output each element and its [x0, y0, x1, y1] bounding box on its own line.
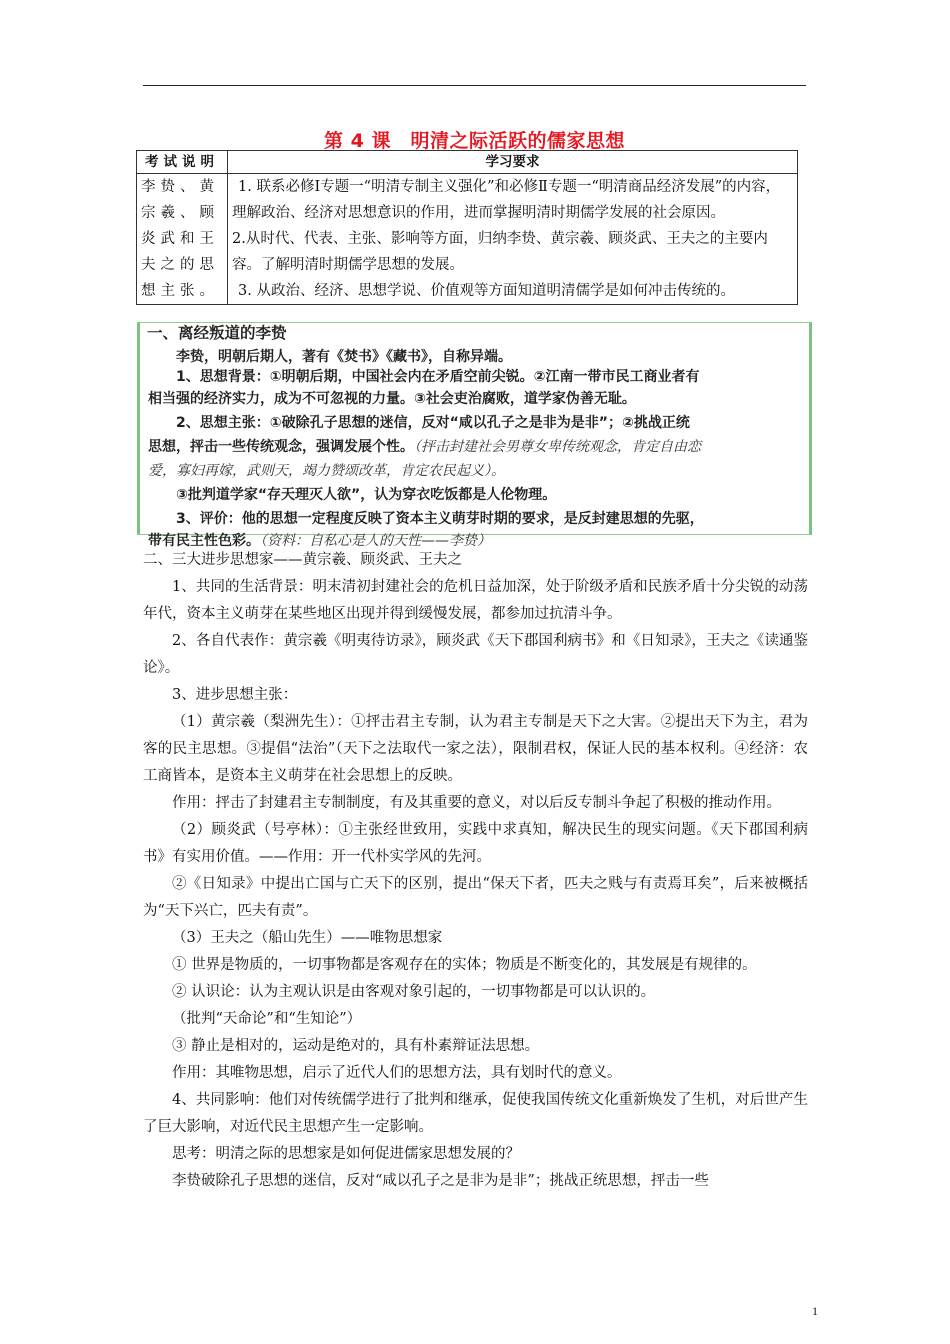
requirement-item: 3. 从政治、经济、思想学说、价值观等方面知道明清儒学是如何冲击传统的。 — [238, 283, 735, 299]
header-rule — [143, 85, 806, 86]
paragraph: （1）黄宗羲（梨洲先生）：①抨击君主专制，认为君主专制是天下之大害。②提出天下为主，君为客的民主思想。③提倡“法治”（天下之法取代一家之法），限制君权，保证人民的基本权利。④经济：农工商皆本，是资本主义萌芽在社会思想上的反映。 — [143, 714, 808, 784]
table-header-exam: 考试说明 — [137, 151, 228, 174]
paragraph: （2）顾炎武（号亭林）：①主张经世致用，实践中求真知，解决民生的现实问题。《天下郡国利病书》有实用价值。——作用：开一代朴实学风的先河。 — [143, 822, 808, 865]
box-annotation: （抨击封建社会男尊女卑传统观念，肯定自由恋 — [414, 439, 701, 455]
requirement-item: 2.从时代、代表、主张、影响等方面，归纳李贽、黄宗羲、顾炎武、王夫之的主要内容。了解明清时期儒学思想的发展。 — [232, 231, 768, 273]
exam-description-cell: 李贽、黄宗羲、顾炎武和王夫之的思想主张。 — [137, 174, 228, 305]
requirements-table — [136, 150, 798, 305]
box-line — [148, 435, 803, 459]
requirements-cell — [228, 174, 798, 305]
table-header-requirements: 学习要求 — [228, 151, 798, 174]
box-line: 3、评价：他的思想一定程度反映了资本主义萌芽时期的要求，是反封建思想的先驱， — [176, 511, 704, 527]
page-number: 1 — [812, 1304, 818, 1318]
paragraph: ② 认识论：认为主观认识是由客观对象引起的，一切事物都是可以认识的。 — [172, 984, 656, 1000]
box-line: 李贽，明朝后期人，著有《焚书》《藏书》，自称异端。 — [176, 349, 512, 365]
box-annotation: 爱，寡妇再嫁，武则天，竭力赞颂改革，肯定农民起义）。 — [148, 463, 505, 479]
paragraph: ②《日知录》中提出亡国与亡天下的区别，提出“保天下者，匹夫之贱与有责焉耳矣”，后来被概括为“天下兴亡，匹夫有责”。 — [143, 876, 808, 919]
paragraph: ③ 静止是相对的，运动是绝对的，具有朴素辩证法思想。 — [172, 1038, 540, 1054]
box-line: 1、思想背景：①明朝后期，中国社会内在矛盾空前尖锐。②江南一带市民工商业者有 — [176, 369, 700, 385]
paragraph: 1、共同的生活背景：明末清初封建社会的危机日益加深，处于阶级矛盾和民族矛盾十分尖锐的动荡年代，资本主义萌芽在某些地区出现并得到缓慢发展，都参加过抗清斗争。 — [143, 579, 808, 622]
box-line: ③批判道学家“存天理灭人欲”，认为穿衣吃饭都是人伦物理。 — [176, 487, 557, 503]
paragraph: （批判“天命论”和“生知论”） — [172, 1011, 362, 1027]
lesson-title: 第 4 课 明清之际活跃的儒家思想 — [324, 130, 625, 152]
paragraph: 3、进步思想主张： — [172, 687, 298, 703]
main-body — [143, 547, 808, 1195]
box-line: 相当强的经济实力，成为不可忽视的力量。③社会吏治腐败，道学家伪善无耻。 — [148, 391, 636, 407]
paragraph: 2、各自代表作：黄宗羲《明夷待访录》，顾炎武《天下郡国利病书》和《日知录》，王夫之《读通鉴论》。 — [143, 633, 808, 676]
paragraph: 4、共同影响：他们对传统儒学进行了批判和继承，促使我国传统文化重新焕发了生机，对后世产生了巨大影响，对近代民主思想产生一定影响。 — [143, 1092, 808, 1135]
box-line-text: 带有民主性色彩。 — [148, 533, 260, 549]
box-line: 2、思想主张：①破除孔子思想的迷信，反对“咸以孔子之是非为是非”；②挑战正统 — [176, 415, 690, 431]
paragraph: 作用：其唯物思想，启示了近代人们的思想方法，具有划时代的意义。 — [172, 1065, 622, 1081]
box-annotation: （资料：自私心是人的天性——李贽） — [260, 533, 491, 549]
paragraph: （3）王夫之（船山先生）——唯物思想家 — [172, 930, 443, 946]
paragraph: 作用：抨击了封建君主专制制度，有及其重要的意义，对以后反专制斗争起了积极的推动作用。 — [172, 795, 781, 811]
li-zhi-screenshot-box — [137, 322, 812, 549]
paragraph: 李贽破除孔子思想的迷信，反对“咸以孔子之是非为是非”；挑战正统思想，抨击一些 — [172, 1173, 709, 1189]
box-heading-visible: 一、离经叛道的李贽 — [147, 324, 287, 342]
box-line-text: 思想，抨击一些传统观念，强调发展个性。 — [148, 439, 414, 455]
section-title: 二、三大进步思想家——黄宗羲、顾炎武、王夫之 — [143, 552, 462, 568]
requirement-item: 1. 联系必修Ⅰ专题一“明清专制主义强化”和必修Ⅱ专题一“明清商品经济发展”的内容，理解政治、经济对思想意识的作用，进而掌握明清时期儒学发展的社会原因。 — [232, 179, 781, 221]
paragraph: 思考：明清之际的思想家是如何促进儒家思想发展的？ — [172, 1146, 520, 1162]
paragraph: ① 世界是物质的，一切事物都是客观存在的实体；物质是不断变化的，其发展是有规律的。 — [172, 957, 757, 973]
